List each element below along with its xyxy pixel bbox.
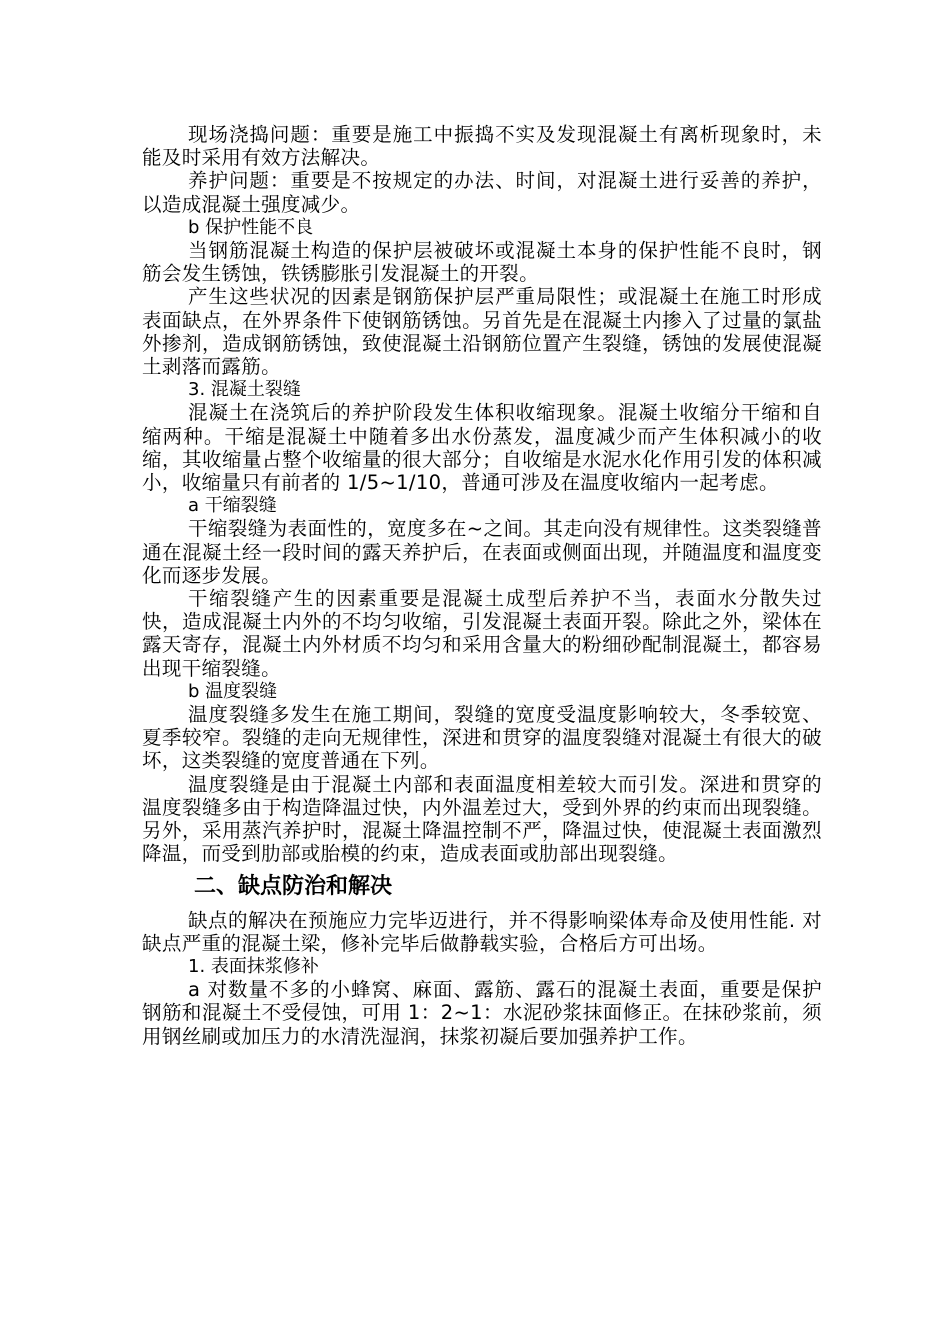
paragraph-temperature-cause: 温度裂缝是由于混凝土内部和表面温度相差较大而引发。深进和贯穿的温度裂缝多由于构造降温过快，内外温差过大，受到外界的约束而出现裂缝。另外，采用蒸汽养护时，混凝土降温控制不严，降温过快，使混凝土表面激烈降温，而受到肋部或胎模的约束，造成表面或肋部出现裂缝。 bbox=[142, 772, 822, 866]
paragraph-dry-shrinkage-desc: 干缩裂缝为表面性的，宽度多在~之间。其走向没有规律性。这类裂缝普通在混凝土经一段时间的露天养护后，在表面或侧面出现，并随温度和温度变化而逐步发展。 bbox=[142, 517, 822, 587]
subheading-cracks: 3. 混凝土裂缝 bbox=[188, 379, 301, 401]
paragraph-shrinkage: 混凝土在浇筑后的养护阶段发生体积收缩现象。混凝土收缩分干缩和自缩两种。干缩是混凝土中随着多出水份蒸发，温度减少而产生体积减小的收缩，其收缩量占整个收缩量的很大部分；自收缩是水泥水化作用引发的体积减小，收缩量只有前者的 1/5~1/10，普通可涉及在温度收缩内一起考虑。 bbox=[142, 401, 822, 495]
document-body bbox=[142, 123, 822, 1048]
section-heading: 二、缺点防治和解决 bbox=[194, 873, 393, 899]
subheading-temperature-cracks: b 温度裂缝 bbox=[188, 680, 278, 702]
paragraph-temperature-desc: 温度裂缝多发生在施工期间，裂缝的宽度受温度影响较大，冬季较宽、夏季较窄。裂缝的走向无规律性，深进和贯穿的温度裂缝对混凝土有很大的破坏，这类裂缝的宽度普通在下列。 bbox=[142, 703, 822, 773]
subheading-protection: b 保护性能不良 bbox=[188, 216, 314, 238]
paragraph-curing-issue: 养护问题：重要是不按规定的办法、时间，对混凝土进行妥善的养护，以造成混凝土强度减少。 bbox=[142, 169, 822, 216]
subheading-dry-shrinkage: a 干缩裂缝 bbox=[188, 495, 277, 517]
paragraph-surface-repair: a 对数量不多的小蜂窝、麻面、露筋、露石的混凝土表面，重要是保护钢筋和混凝土不受侵蚀，可用 1：2~1：水泥砂浆抹面修正。在抹砂浆前，须用钢丝刷或加压力的水清洗湿润，抹浆初凝后要加强养护工作。 bbox=[142, 978, 822, 1048]
paragraph-dry-shrinkage-cause: 干缩裂缝产生的因素重要是混凝土成型后养护不当，表面水分散失过快，造成混凝土内外的不均匀收缩，引发混凝土表面开裂。除此之外，梁体在露天寄存，混凝土内外材质不均匀和采用含量大的粉细砂配制混凝土，都容易出现干缩裂缝。 bbox=[142, 587, 822, 680]
paragraph-protection-layer: 当钢筋混凝土构造的保护层被破坏或混凝土本身的保护性能不良时，钢筋会发生锈蚀，铁锈膨胀引发混凝土的开裂。 bbox=[142, 239, 822, 286]
paragraph-corrosion-cause: 产生这些状况的因素是钢筋保护层严重局限性；或混凝土在施工时形成表面缺点，在外界条件下使钢筋锈蚀。另首先是在混凝土内掺入了过量的氯盐外掺剂，造成钢筋锈蚀，致使混凝土沿钢筋位置产生裂缝，锈蚀的发展使混凝土剥落而露筋。 bbox=[142, 285, 822, 379]
subheading-surface-repair: 1. 表面抹浆修补 bbox=[188, 955, 319, 977]
paragraph-defect-handling: 缺点的解决在预施应力完毕迈进行，并不得影响梁体寿命及使用性能. 对缺点严重的混凝土梁，修补完毕后做静载实验，合格后方可出场。 bbox=[142, 908, 822, 955]
paragraph-pouring-issue: 现场浇捣问题：重要是施工中振捣不实及发现混凝土有离析现象时，未能及时采用有效方法解决。 bbox=[142, 123, 822, 170]
